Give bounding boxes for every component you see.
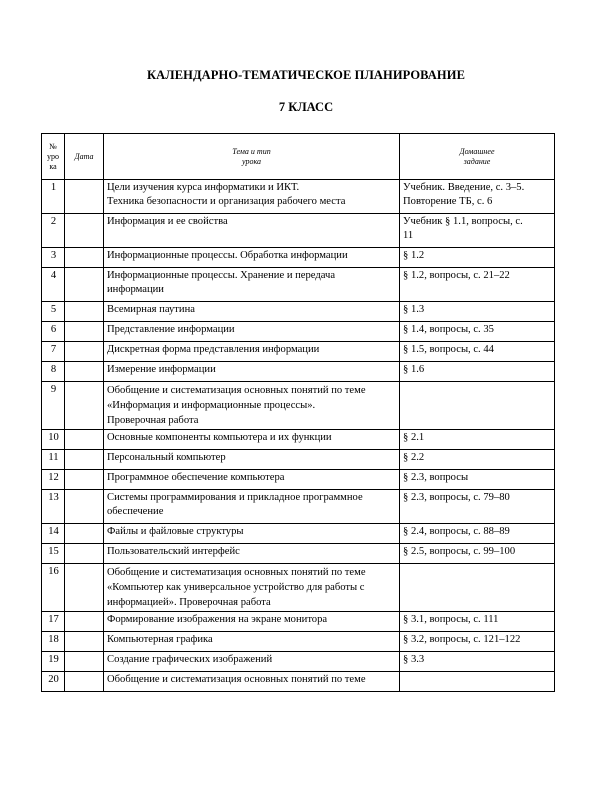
header-homework: Домашнее задание (400, 134, 555, 180)
lesson-number: 1 (42, 180, 65, 214)
header-lesson-number: № уро ка (42, 134, 65, 180)
homework-line: § 1.5, вопросы, с. 44 (403, 344, 494, 355)
lesson-date (65, 382, 104, 430)
table-body (42, 180, 555, 692)
topic-line: Персональный компьютер (107, 452, 226, 463)
topic-line: информации (107, 284, 164, 295)
lesson-date (65, 450, 104, 470)
header-topic: Тема и тип урока (104, 134, 400, 180)
table-row (42, 268, 555, 302)
lesson-number: 15 (42, 544, 65, 564)
lesson-homework (400, 214, 555, 248)
lesson-homework (400, 268, 555, 302)
homework-line: § 2.3, вопросы (403, 472, 469, 483)
topic-line: Проверочная работа (107, 415, 199, 426)
homework-line: § 2.1 (403, 432, 425, 443)
lesson-topic (104, 248, 400, 268)
topic-line: Основные компоненты компьютера и их функции (107, 432, 332, 443)
topic-line: Информация и ее свойства (107, 216, 228, 227)
lesson-date (65, 632, 104, 652)
topic-line: Техника безопасности и организация рабочего места (107, 196, 346, 207)
homework-line: § 2.2 (403, 452, 425, 463)
topic-line: Создание графических изображений (107, 654, 273, 665)
lesson-number: 4 (42, 268, 65, 302)
topic-line: Компьютерная графика (107, 634, 213, 645)
lesson-date (65, 430, 104, 450)
lesson-topic (104, 672, 400, 692)
lesson-homework (400, 612, 555, 632)
table-row (42, 652, 555, 672)
lesson-date (65, 470, 104, 490)
table-row (42, 612, 555, 632)
lesson-number: 14 (42, 524, 65, 544)
lesson-topic (104, 652, 400, 672)
topic-line: Информационные процессы. Обработка информации (107, 250, 348, 261)
lesson-homework (400, 430, 555, 450)
lesson-date (65, 302, 104, 322)
lesson-topic (104, 382, 400, 430)
table-row (42, 430, 555, 450)
table-header-row (42, 134, 555, 180)
homework-line: § 2.4, вопросы, с. 88–89 (403, 526, 510, 537)
lesson-number: 6 (42, 322, 65, 342)
homework-line: § 2.3, вопросы, с. 79–80 (403, 492, 510, 503)
lesson-date (65, 652, 104, 672)
lesson-date (65, 214, 104, 248)
lesson-topic (104, 180, 400, 214)
lesson-homework (400, 524, 555, 544)
lesson-homework (400, 342, 555, 362)
topic-line: «Информация и информационные процессы». (107, 400, 316, 411)
lesson-date (65, 268, 104, 302)
homework-line: § 2.5, вопросы, с. 99–100 (403, 546, 516, 557)
lesson-number: 5 (42, 302, 65, 322)
lesson-topic (104, 342, 400, 362)
table-row (42, 180, 555, 214)
lesson-homework (400, 382, 555, 430)
lesson-date (65, 524, 104, 544)
lesson-homework (400, 180, 555, 214)
lesson-number: 12 (42, 470, 65, 490)
topic-line: Формирование изображения на экране монитора (107, 614, 328, 625)
lesson-homework (400, 632, 555, 652)
table-row (42, 564, 555, 612)
table-row (42, 248, 555, 268)
lesson-homework (400, 362, 555, 382)
topic-line: Обобщение и систематизация основных понятий по теме (107, 674, 366, 685)
lesson-topic (104, 214, 400, 248)
lesson-homework (400, 470, 555, 490)
homework-line: § 1.2 (403, 250, 425, 261)
topic-line: «Компьютер как универсальное устройство для работы с (107, 582, 365, 593)
topic-line: Обобщение и систематизация основных понятий по теме (107, 385, 366, 396)
lesson-topic (104, 632, 400, 652)
homework-line: § 1.4, вопросы, с. 35 (403, 324, 494, 335)
lesson-topic (104, 268, 400, 302)
homework-line: § 1.6 (403, 364, 425, 375)
table-row (42, 672, 555, 692)
topic-line: Всемирная паутина (107, 304, 195, 315)
header-date: Дата (65, 134, 104, 180)
topic-line: Пользовательский интерфейс (107, 546, 240, 557)
homework-line: Учебник § 1.1, вопросы, с. (403, 216, 523, 227)
lesson-number: 3 (42, 248, 65, 268)
lesson-date (65, 612, 104, 632)
lesson-topic (104, 612, 400, 632)
topic-line: Цели изучения курса информатики и ИКТ. (107, 182, 300, 193)
lesson-topic (104, 564, 400, 612)
lesson-number: 19 (42, 652, 65, 672)
class-heading: 7 КЛАСС (278, 100, 334, 114)
table-row (42, 382, 555, 430)
lesson-homework (400, 450, 555, 470)
lesson-number: 2 (42, 214, 65, 248)
homework-line: § 3.2, вопросы, с. 121–122 (403, 634, 521, 645)
lesson-number: 16 (42, 564, 65, 612)
topic-line: Системы программирования и прикладное программное (107, 492, 363, 503)
lesson-homework (400, 322, 555, 342)
lesson-homework (400, 248, 555, 268)
lesson-topic (104, 450, 400, 470)
lesson-number: 18 (42, 632, 65, 652)
homework-line: § 1.3 (403, 304, 425, 315)
lesson-topic (104, 322, 400, 342)
homework-line: 11 (403, 230, 414, 241)
lesson-number: 10 (42, 430, 65, 450)
lesson-date (65, 564, 104, 612)
homework-line: § 3.1, вопросы, с. 111 (403, 614, 499, 625)
lesson-date (65, 342, 104, 362)
lesson-homework (400, 652, 555, 672)
table-row (42, 362, 555, 382)
lesson-homework (400, 302, 555, 322)
lesson-topic (104, 524, 400, 544)
homework-line: § 1.2, вопросы, с. 21–22 (403, 270, 510, 281)
table-row (42, 302, 555, 322)
lesson-topic (104, 302, 400, 322)
lesson-date (65, 490, 104, 524)
lesson-topic (104, 490, 400, 524)
topic-line: обеспечение (107, 506, 164, 517)
homework-line: § 3.3 (403, 654, 425, 665)
lesson-date (65, 180, 104, 214)
lesson-number: 13 (42, 490, 65, 524)
lesson-number: 7 (42, 342, 65, 362)
lesson-date (65, 362, 104, 382)
topic-line: Измерение информации (107, 364, 216, 375)
planning-table (41, 133, 555, 692)
table-row (42, 470, 555, 490)
lesson-number: 11 (42, 450, 65, 470)
table-row (42, 490, 555, 524)
table-row (42, 544, 555, 564)
table-row (42, 524, 555, 544)
lesson-homework (400, 544, 555, 564)
lesson-number: 9 (42, 382, 65, 430)
topic-line: Обобщение и систематизация основных понятий по теме (107, 567, 366, 578)
lesson-number: 20 (42, 672, 65, 692)
lesson-topic (104, 470, 400, 490)
topic-line: Информационные процессы. Хранение и передача (107, 270, 336, 281)
page-title: КАЛЕНДАРНО-ТЕМАТИЧЕСКОЕ ПЛАНИРОВАНИЕ (146, 68, 466, 82)
lesson-homework (400, 490, 555, 524)
topic-line: Дискретная форма представления информации (107, 344, 320, 355)
homework-line: Учебник. Введение, с. 3–5. (403, 182, 525, 193)
lesson-homework (400, 564, 555, 612)
lesson-topic (104, 544, 400, 564)
table-row (42, 322, 555, 342)
table-row (42, 450, 555, 470)
lesson-topic (104, 430, 400, 450)
homework-line: Повторение ТБ, с. 6 (403, 196, 493, 207)
lesson-date (65, 248, 104, 268)
table-row (42, 214, 555, 248)
lesson-date (65, 544, 104, 564)
table-row (42, 632, 555, 652)
topic-line: Программное обеспечение компьютера (107, 472, 285, 483)
lesson-homework (400, 672, 555, 692)
lesson-number: 17 (42, 612, 65, 632)
lesson-date (65, 322, 104, 342)
table-row (42, 342, 555, 362)
topic-line: информацией». Проверочная работа (107, 597, 271, 608)
lesson-date (65, 672, 104, 692)
topic-line: Представление информации (107, 324, 235, 335)
topic-line: Файлы и файловые структуры (107, 526, 244, 537)
lesson-topic (104, 362, 400, 382)
lesson-number: 8 (42, 362, 65, 382)
